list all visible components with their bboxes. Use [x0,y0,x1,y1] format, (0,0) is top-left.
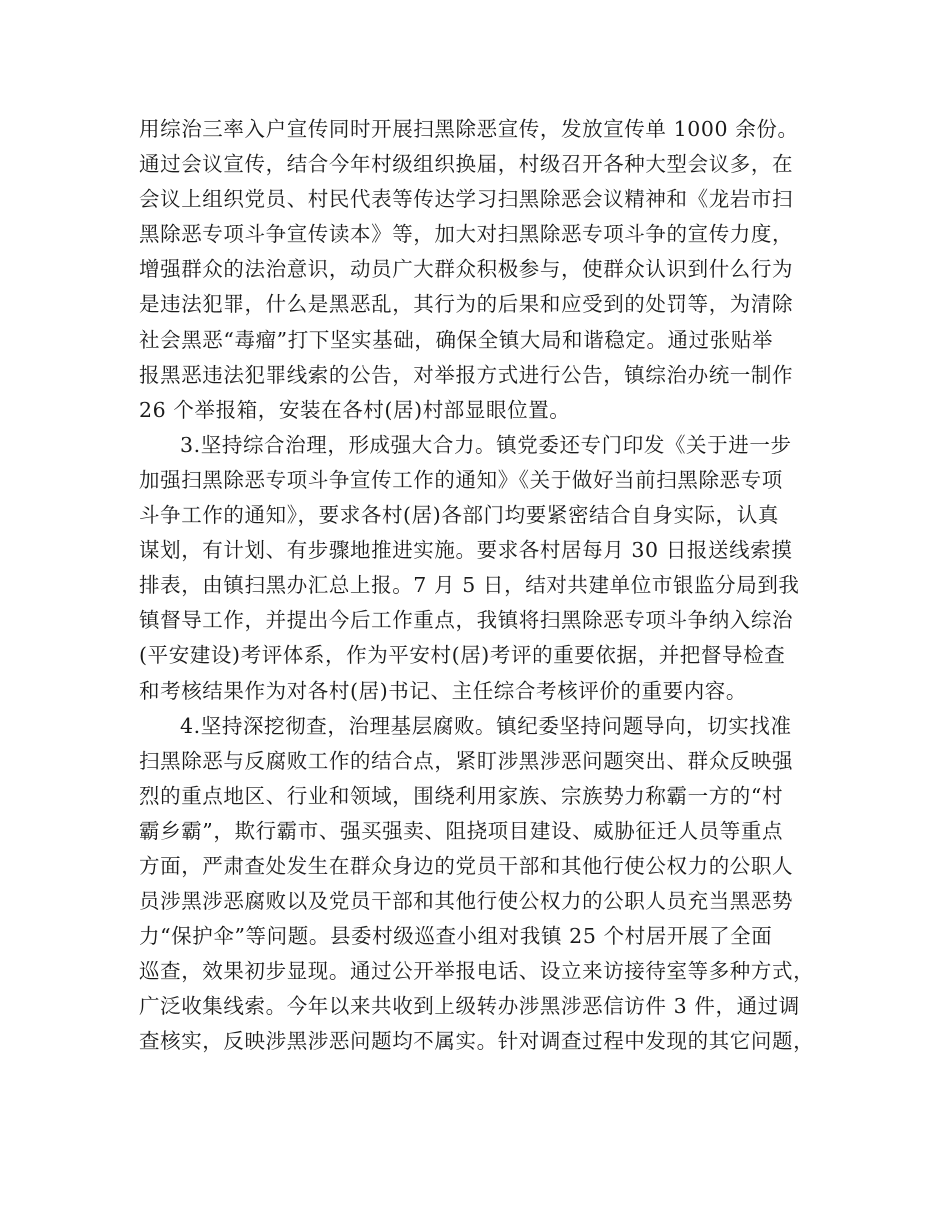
body-text [139,112,829,1060]
text-line: 斗争工作的通知》，要求各村(居)各部门均要紧密结合自身实际，认真 [139,503,779,528]
text-line: 广泛收集线索。今年以来共收到上级转办涉黑涉恶信访件 3 件，通过调 [139,994,800,1019]
paragraph-2 [139,428,829,709]
text-line: 方面，严肃查处发生在群众身边的党员干部和其他行使公权力的公职人 [139,853,794,878]
text-line: 黑除恶专项斗争宣传读本》等，加大对扫黑除恶专项斗争的宣传力度， [139,222,794,247]
text-line: 用综治三率入户宣传同时开展扫黑除恶宣传，发放宣传单 1000 余份。 [139,117,799,141]
text-line: 加强扫黑除恶专项斗争宣传工作的通知》《关于做好当前扫黑除恶专项 [139,467,783,492]
text-line: 和考核结果作为对各村(居)书记、主任综合考核评价的重要内容。 [139,678,747,703]
text-line: 烈的重点地区、行业和领域，围绕利用家族、宗族势力称霸一方的“村 [139,783,784,808]
text-line: 排表，由镇扫黑办汇总上报。7 月 5 日，结对共建单位市银监分局到我 [139,573,800,598]
text-line: 报黑恶违法犯罪线索的公告，对举报方式进行公告，镇综治办统一制作 [139,362,794,387]
text-line: 社会黑恶“毒瘤”打下坚实基础，确保全镇大局和谐稳定。通过张贴举 [139,327,774,352]
paragraph-3 [139,709,829,1060]
text-line: 力“保护伞”等问题。县委村级巡查小组对我镇 25 个村居开展了全面 [139,924,773,949]
text-line: 员涉黑涉恶腐败以及党员干部和其他行使公权力的公职人员充当黑恶势 [139,889,794,914]
text-line: (平安建设)考评体系，作为平安村(居)考评的重要依据，并把督导检查 [139,643,786,668]
text-line: 巡查，效果初步显现。通过公开举报电话、设立来访接待室等多种方式， [139,959,815,984]
text-line: 会议上组织党员、村民代表等传达学习扫黑除恶会议精神和《龙岩市扫 [139,187,794,212]
text-line: 增强群众的法治意识，动员广大群众积极参与，使群众认识到什么行为 [139,257,794,282]
paragraph-1 [139,112,829,428]
text-line: 通过会议宣传，结合今年村级组织换届，村级召开各种大型会议多，在 [139,152,794,177]
text-line: 3.坚持综合治理，形成强大合力。镇党委还专门印发《关于进一步 [180,432,792,457]
text-line: 霸乡霸”，欺行霸市、强买强卖、阻挠项目建设、威胁征迁人员等重点 [139,818,784,843]
text-line: 谋划，有计划、有步骤地推进实施。要求各村居每月 30 日报送线索摸 [139,538,793,563]
text-line: 镇督导工作，并提出今后工作重点，我镇将扫黑除恶专项斗争纳入综治 [139,608,794,633]
text-line: 26 个举报箱，安装在各村(居)村部显眼位置。 [139,397,571,422]
text-line: 是违法犯罪，什么是黑恶乱，其行为的后果和应受到的处罚等，为清除 [139,292,794,317]
text-line: 扫黑除恶与反腐败工作的结合点，紧盯涉黑涉恶问题突出、群众反映强 [139,748,794,773]
text-line: 查核实，反映涉黑涉恶问题均不属实。针对调查过程中发现的其它问题， [139,1029,815,1054]
text-line: 4.坚持深挖彻查，治理基层腐败。镇纪委坚持问题导向，切实找准 [180,713,792,738]
